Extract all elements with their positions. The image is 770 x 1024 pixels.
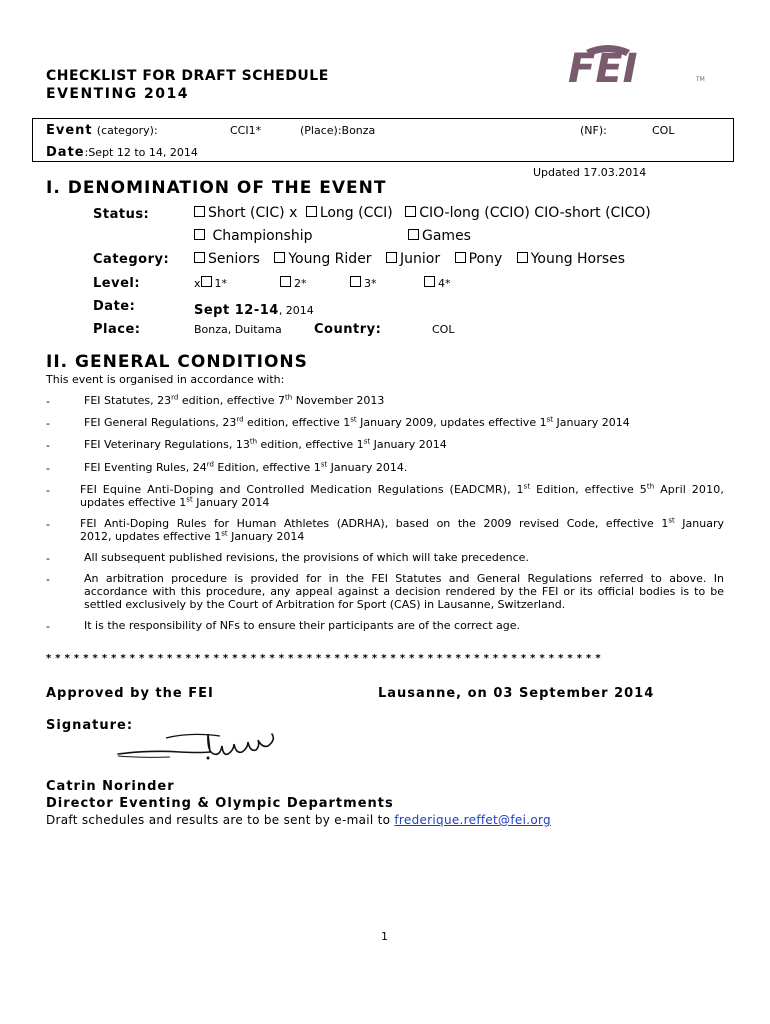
list-item-continued: settled exclusively by the Court of Arbitration for Sport (CAS) in Lausanne, Switzerland. — [84, 598, 566, 611]
bullet-dash: - — [46, 552, 50, 565]
event-label: Event — [46, 123, 93, 138]
checkbox-seniors[interactable] — [194, 252, 205, 263]
doc-title-line1: CHECKLIST FOR DRAFT SCHEDULE — [46, 68, 329, 84]
checkbox-level-4[interactable] — [424, 276, 435, 287]
date-label: Date — [46, 145, 85, 160]
checkbox-games[interactable] — [408, 229, 419, 240]
level-option-2: 2* — [280, 276, 307, 290]
bullet-dash: - — [46, 518, 50, 531]
page-number: 1 — [381, 930, 388, 943]
fei-logo — [568, 42, 698, 90]
checkbox-cio[interactable] — [405, 206, 416, 217]
place-row-value: Bonza, Duitama — [194, 323, 282, 336]
list-item: All subsequent published revisions, the provisions of which will take precedence. — [84, 551, 529, 564]
checkbox-young-rider[interactable] — [274, 252, 285, 263]
approved-by: Approved by the FEI — [46, 686, 214, 701]
signatory-role: Director Eventing & Olympic Departments — [46, 796, 394, 811]
email-link[interactable]: frederique.reffet@fei.org — [394, 813, 551, 827]
section1-heading: I. DENOMINATION OF THE EVENT — [46, 178, 387, 198]
list-item-continued: 2012, updates effective 1st January 2014 — [80, 529, 305, 543]
date-row-value: Sept 12-14, 2014 — [194, 303, 314, 318]
category-label: (category): — [96, 124, 158, 137]
logo-text: FEI — [568, 46, 638, 86]
place-value: (Place):Bonza — [300, 124, 376, 137]
lausanne-date: Lausanne, on 03 September 2014 — [378, 686, 655, 701]
bullet-dash: - — [46, 417, 50, 430]
list-item-continued: accordance with this procedure, any appeal against a decision rendered by the FEI or its official bodies is to be — [84, 585, 724, 598]
list-item: FEI Anti-Doping Rules for Human Athletes (ADRHA), based on the 2009 revised Code, effective 1st January — [80, 516, 725, 530]
list-item: FEI Equine Anti-Doping and Controlled Medication Regulations (EADCMR), 1st Edition, effective 5th April 2010, — [80, 482, 725, 496]
list-item: An arbitration procedure is provided for in the FEI Statutes and General Regulations referred to above. In — [84, 572, 724, 585]
level-option-4: 4* — [424, 276, 451, 290]
bullet-dash: - — [46, 573, 50, 586]
date-line — [46, 145, 198, 160]
list-item: FEI General Regulations, 23rd edition, effective 1st January 2009, updates effective 1st January 2014 — [84, 415, 630, 429]
country-label: Country: — [314, 322, 382, 337]
doc-title-line2: EVENTING 2014 — [46, 86, 189, 102]
country-value: COL — [432, 323, 455, 336]
level-option-1: x 1* — [194, 277, 228, 290]
place-row-label: Place: — [93, 322, 141, 337]
checkbox-junior[interactable] — [386, 252, 397, 263]
checkbox-level-2[interactable] — [280, 276, 291, 287]
status-options-row1: Short (CIC) x Long (CCI) CIO-long (CCIO) CIO-short (CICO) — [194, 205, 651, 221]
category-label-row: Category: — [93, 252, 170, 267]
bullet-dash: - — [46, 395, 50, 408]
bullet-dash: - — [46, 620, 50, 633]
bullet-dash: - — [46, 439, 50, 452]
send-instructions: Draft schedules and results are to be sent by e-mail to frederique.reffet@fei.org — [46, 813, 551, 827]
status-option-championship: Championship — [194, 228, 312, 244]
status-option-games: Games — [408, 228, 471, 244]
handwritten-signature — [110, 722, 290, 786]
event-line — [46, 123, 158, 138]
checkbox-level-3[interactable] — [350, 276, 361, 287]
status-label: Status: — [93, 207, 150, 222]
checkbox-young-horses[interactable] — [517, 252, 528, 263]
category-value: CCI1* — [230, 124, 262, 137]
updated-date: Updated 17.03.2014 — [533, 166, 647, 179]
section2-heading: II. GENERAL CONDITIONS — [46, 352, 308, 372]
signature-label: Signature: — [46, 718, 134, 733]
list-item-continued: updates effective 1st January 2014 — [80, 495, 270, 509]
list-item: FEI Statutes, 23rd edition, effective 7th November 2013 — [84, 393, 385, 407]
section2-intro: This event is organised in accordance with: — [46, 373, 285, 386]
checkbox-pony[interactable] — [455, 252, 466, 263]
level-option-3: 3* — [350, 276, 377, 290]
list-item: FEI Veterinary Regulations, 13th edition, effective 1st January 2014 — [84, 437, 447, 451]
checkbox-championship[interactable] — [194, 229, 205, 240]
list-item: FEI Eventing Rules, 24rd Edition, effective 1st January 2014. — [84, 460, 408, 474]
nf-value: COL — [652, 124, 675, 137]
signatory-name: Catrin Norinder — [46, 779, 175, 794]
level-label: Level: — [93, 276, 141, 291]
date-row-label: Date: — [93, 299, 136, 314]
nf-label: (NF): — [580, 124, 607, 137]
star-divider: * * * * * * * * * * * * * * * * * * * * * * * * * * * * * * * * * * * * * * * * * * * * * * * * * * * * * * * * * * * * — [46, 653, 601, 664]
checkbox-level-1[interactable] — [201, 276, 212, 287]
checkbox-short[interactable] — [194, 206, 205, 217]
date-value: :Sept 12 to 14, 2014 — [84, 146, 198, 159]
list-item: It is the responsibility of NFs to ensure their participants are of the correct age. — [84, 619, 521, 632]
category-options: Seniors Young Rider Junior Pony Young Horses — [194, 251, 625, 267]
logo-tm: TM — [696, 76, 705, 83]
checkbox-long[interactable] — [306, 206, 317, 217]
bullet-dash: - — [46, 462, 50, 475]
bullet-dash: - — [46, 484, 50, 497]
